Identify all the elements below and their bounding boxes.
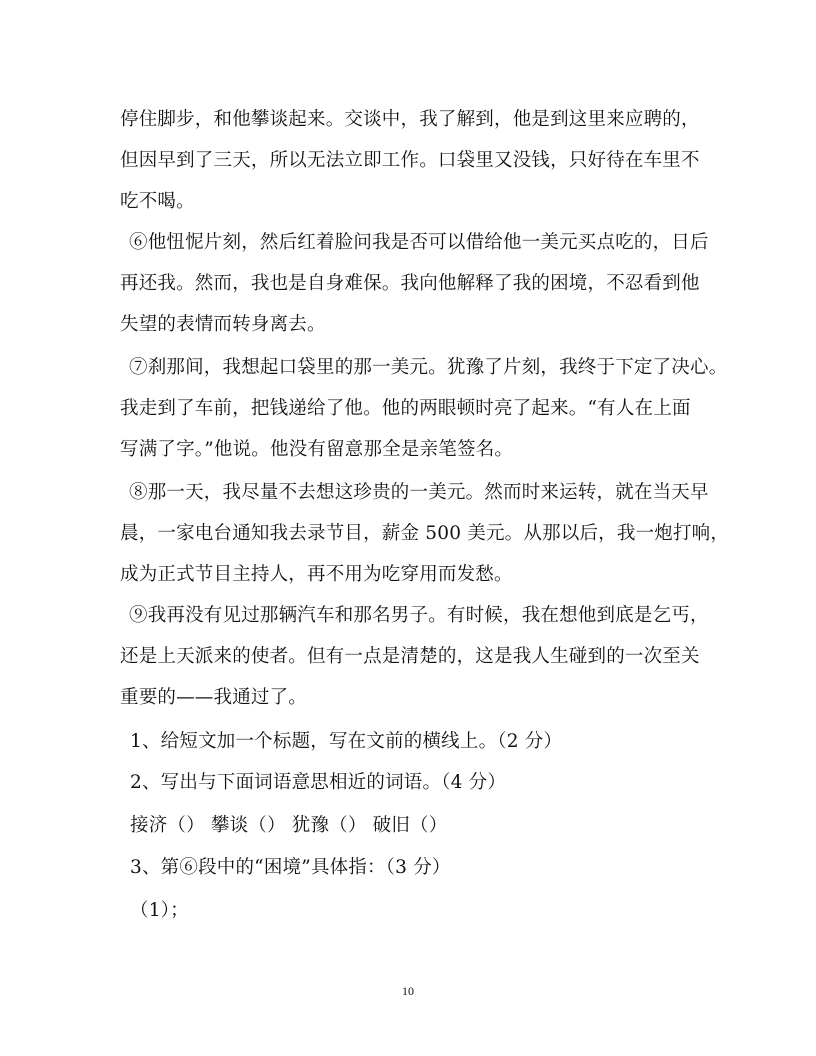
paragraph-line: 写满了字。”他说。他没有留意那全是亲笔签名。 (120, 439, 514, 460)
paragraph-line: ⑦刹那间，我想起口袋里的那一美元。犹豫了片刻，我终于下定了决心。 (129, 357, 728, 378)
page-number: 10 (402, 984, 414, 998)
paragraph-line: 吃不喝。 (120, 191, 195, 212)
paragraph-line: ⑧那一天，我尽量不去想这珍贵的一美元。然而时来运转，就在当天早 (129, 482, 709, 503)
paragraph-line: ⑨我再没有见过那辆汽车和那名男子。有时候，我在想他到底是乞丐， (129, 605, 709, 626)
question-2: 2、写出与下面词语意思相近的词语。（4 分） (130, 772, 507, 793)
paragraph-line: 失望的表情而转身离去。 (120, 314, 326, 335)
paragraph-line: 但因早到了三天，所以无法立即工作。口袋里又没钱，只好待在车里不 (120, 150, 700, 171)
paragraph-line: 我走到了车前，把钱递给了他。他的两眼顿时亮了起来。“有人在上面 (120, 398, 691, 419)
paragraph-line: ⑥他忸怩片刻，然后红着脸问我是否可以借给他一美元买点吃的，日后 (129, 232, 709, 253)
paragraph-line: 停住脚步，和他攀谈起来。交谈中，我了解到，他是到这里来应聘的， (120, 109, 700, 130)
paragraph-line: 晨，一家电台通知我去录节目，薪金 500 美元。从那以后，我一炮打响， (120, 523, 730, 544)
question-3: 3、第⑥段中的“困境”具体指：（3 分） (130, 857, 451, 878)
paragraph-line: 再还我。然而，我也是自身难保。我向他解释了我的困境，不忍看到他 (120, 273, 700, 294)
paragraph-line: 还是上天派来的使者。但有一点是清楚的，这是我人生碰到的一次至关 (120, 646, 700, 667)
answer-blank-1: （1）； (130, 900, 189, 921)
word-list: 接济（） 攀谈（） 犹豫（） 破旧（） (130, 815, 448, 836)
paragraph-line: 成为正式节目主持人，再不用为吃穿用而发愁。 (120, 564, 513, 585)
paragraph-line: 重要的——我通过了。 (120, 687, 308, 708)
question-1: 1、给短文加一个标题，写在文前的横线上。（2 分） (130, 731, 563, 752)
